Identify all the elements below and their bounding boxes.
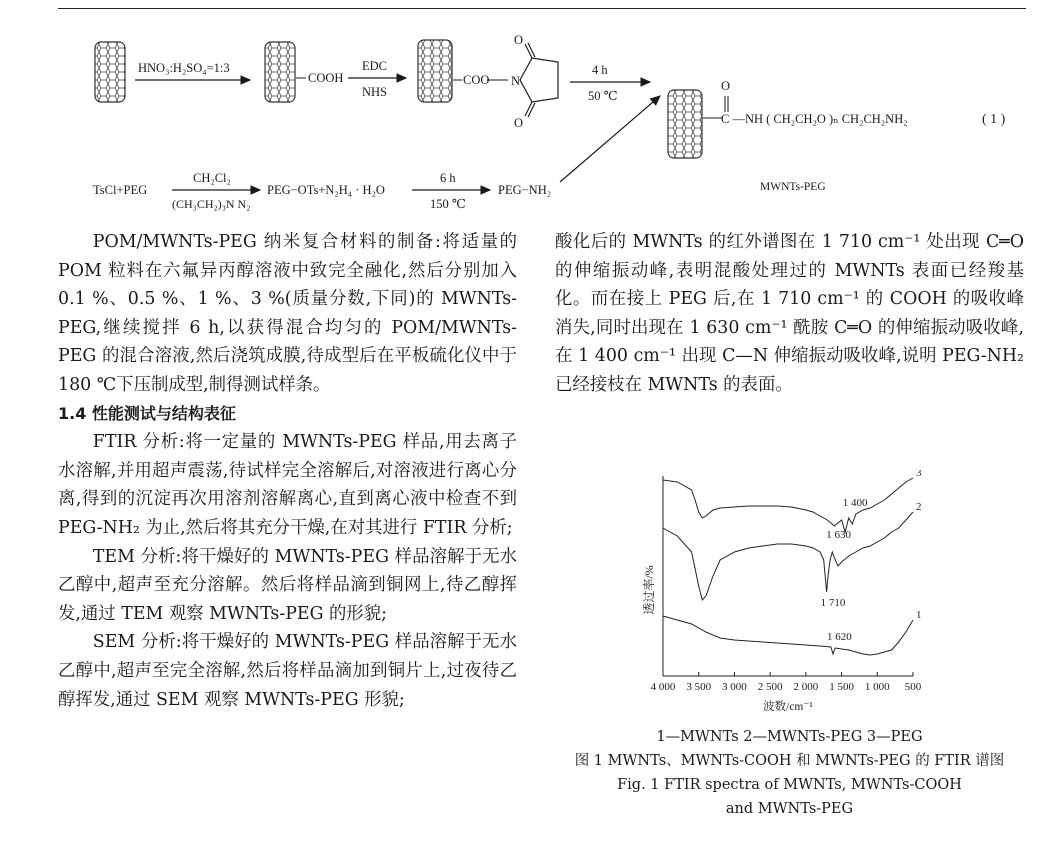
nanotube-graphic-3	[418, 40, 452, 102]
figure-caption-en-2: and MWNTs-PEG	[725, 801, 854, 817]
x-tick-label: 500	[904, 681, 922, 693]
temp-50: 50 ℃	[588, 89, 618, 103]
figure-caption-cn: 图 1 MWNTs、MWNTs-COOH 和 MWNTs-PEG 的 FTIR 谱图	[574, 753, 1005, 769]
x-tick-label: 2 500	[757, 681, 783, 693]
plot-frame	[663, 476, 913, 676]
x-tick-label: 4 000	[650, 681, 676, 693]
equation-number: ( 1 )	[982, 112, 1006, 127]
peak-annotation: 1 630	[826, 529, 852, 541]
x-tick-label: 2 000	[793, 681, 819, 693]
ftir-chart	[555, 470, 1024, 720]
para-preparation: POM/MWNTs-PEG 纳米复合材料的制备:将适量的 POM 粒料在六氟异丙醇溶液中致完全融化,然后分别加入 0.1 %、0.5 %、1 %、3 %(质量分数,下同)的 MWNTs-PEG,继续搅拌 6 h,以获得混合均匀的 POM/MWNTs-PEG 的混合溶液,然后浇筑成膜,待成型后在平板硫化仪中于 180 ℃下压制成型,制得测试样条。	[58, 232, 517, 395]
series-label-2: 2	[916, 501, 922, 513]
peg-nh2: PEG−NH₂	[498, 183, 552, 197]
x-tick-label: 3 000	[722, 681, 747, 693]
figure-caption-en-1: Fig. 1 FTIR spectra of MWNTs, MWNTs-COOH	[617, 777, 962, 793]
product-label: MWNTs-PEG	[760, 181, 826, 193]
o-top: O	[514, 33, 524, 47]
tscl-peg: TsCl+PEG	[93, 183, 148, 197]
reagent-edc: EDC	[362, 59, 387, 73]
amide-chain: C —NH ( CH₂CH₂O )ₙ CH₂CH₂NH₂	[721, 112, 908, 126]
time-4h: 4 h	[592, 63, 608, 77]
x-tick-label: 3 500	[686, 681, 712, 693]
para-tem: TEM 分析:将干燥好的 MWNTs-PEG 样品溶解于无水乙醇中,超声至充分溶解。然后将样品滴到铜网上,待乙醇挥发,通过 TEM 观察 MWNTs-PEG 的形貌;	[58, 546, 517, 624]
series-layer	[663, 470, 922, 655]
series-line-1	[663, 616, 913, 655]
peak-annotation: 1 400	[842, 497, 868, 509]
o-bottom: O	[514, 116, 524, 130]
reagent-base: (CH₃CH₂)₃N N₂	[172, 197, 251, 211]
o-amide: O	[721, 79, 731, 93]
annotations	[821, 497, 868, 643]
para-result: 酸化后的 MWNTs 的红外谱图在 1 710 cm⁻¹ 处出现 C═O 的伸缩振动峰,表明混酸处理过的 MWNTs 表面已经羧基化。而在接上 PEG 后,在 1 710 cm⁻¹ 的 COOH 的吸收峰消失,同时出现在 1 630 cm⁻¹ 酰胺 C═O 的伸缩振动吸收峰,在 1 400 cm⁻¹ 出现 C—N 伸缩振动吸收峰,说明 PEG-NH₂ 已经接枝在 MWNTs 的表面。	[555, 232, 1024, 395]
left-column	[58, 228, 517, 714]
x-tick-label: 1 000	[864, 681, 890, 693]
para-ftir: FTIR 分析:将一定量的 MWNTs-PEG 样品,用去离子水溶解,并用超声震荡,待试样完全溶解后,对溶液进行离心分离,得到的沉淀再次用溶剂溶解离心,直到离心液中检查不到 PEG-NH₂ 为止,然后将其充分干燥,在对其进行 FTIR 分析;	[58, 432, 517, 538]
n-atom: N	[511, 74, 521, 88]
figure-legend-line: 1—MWNTs 2—MWNTs-PEG 3—PEG	[656, 729, 923, 745]
right-column	[555, 228, 1024, 400]
para-sem: SEM 分析:将干燥好的 MWNTs-PEG 样品溶解于无水乙醇中,超声至完全溶解,然后将样品滴加到铜片上,过夜待乙醇挥发,通过 SEM 观察 MWNTs-PEG 形貌;	[58, 632, 517, 710]
peg-ots: PEG−OTs+N₂H₄ · H₂O	[267, 183, 385, 197]
cooh-group: COOH	[308, 71, 344, 85]
figure-1	[555, 470, 1024, 845]
reagent-ch2cl2: CH₂Cl₂	[193, 171, 231, 185]
series-line-3	[663, 478, 913, 532]
reagent-nhs: NHS	[362, 85, 388, 99]
peak-annotation: 1 620	[827, 631, 852, 643]
x-tick-label: 1 500	[829, 681, 854, 693]
arrow-to-product	[560, 96, 660, 182]
nanotube-graphic-1	[95, 42, 125, 102]
section-heading: 1.4 性能测试与结构表征	[58, 403, 236, 423]
series-label-1: 1	[916, 609, 922, 621]
temp-150: 150 ℃	[430, 197, 466, 211]
nanotube-graphic-4	[668, 90, 702, 158]
series-label-3: 3	[916, 470, 922, 479]
peak-annotation: 1 710	[820, 597, 846, 609]
y-axis-label: 透过率/%	[642, 565, 656, 615]
succinimide-ring	[520, 43, 558, 117]
x-ticks	[651, 672, 922, 693]
time-6h: 6 h	[440, 171, 456, 185]
nanotube-graphic-2	[265, 42, 295, 102]
series-line-2	[663, 512, 913, 600]
reaction-scheme	[0, 0, 1048, 225]
reagent-acid: HNO₃:H₂SO₄=1:3	[138, 61, 230, 75]
coo-group: COO	[463, 73, 490, 87]
x-axis-label: 波数/cm⁻¹	[763, 701, 813, 713]
